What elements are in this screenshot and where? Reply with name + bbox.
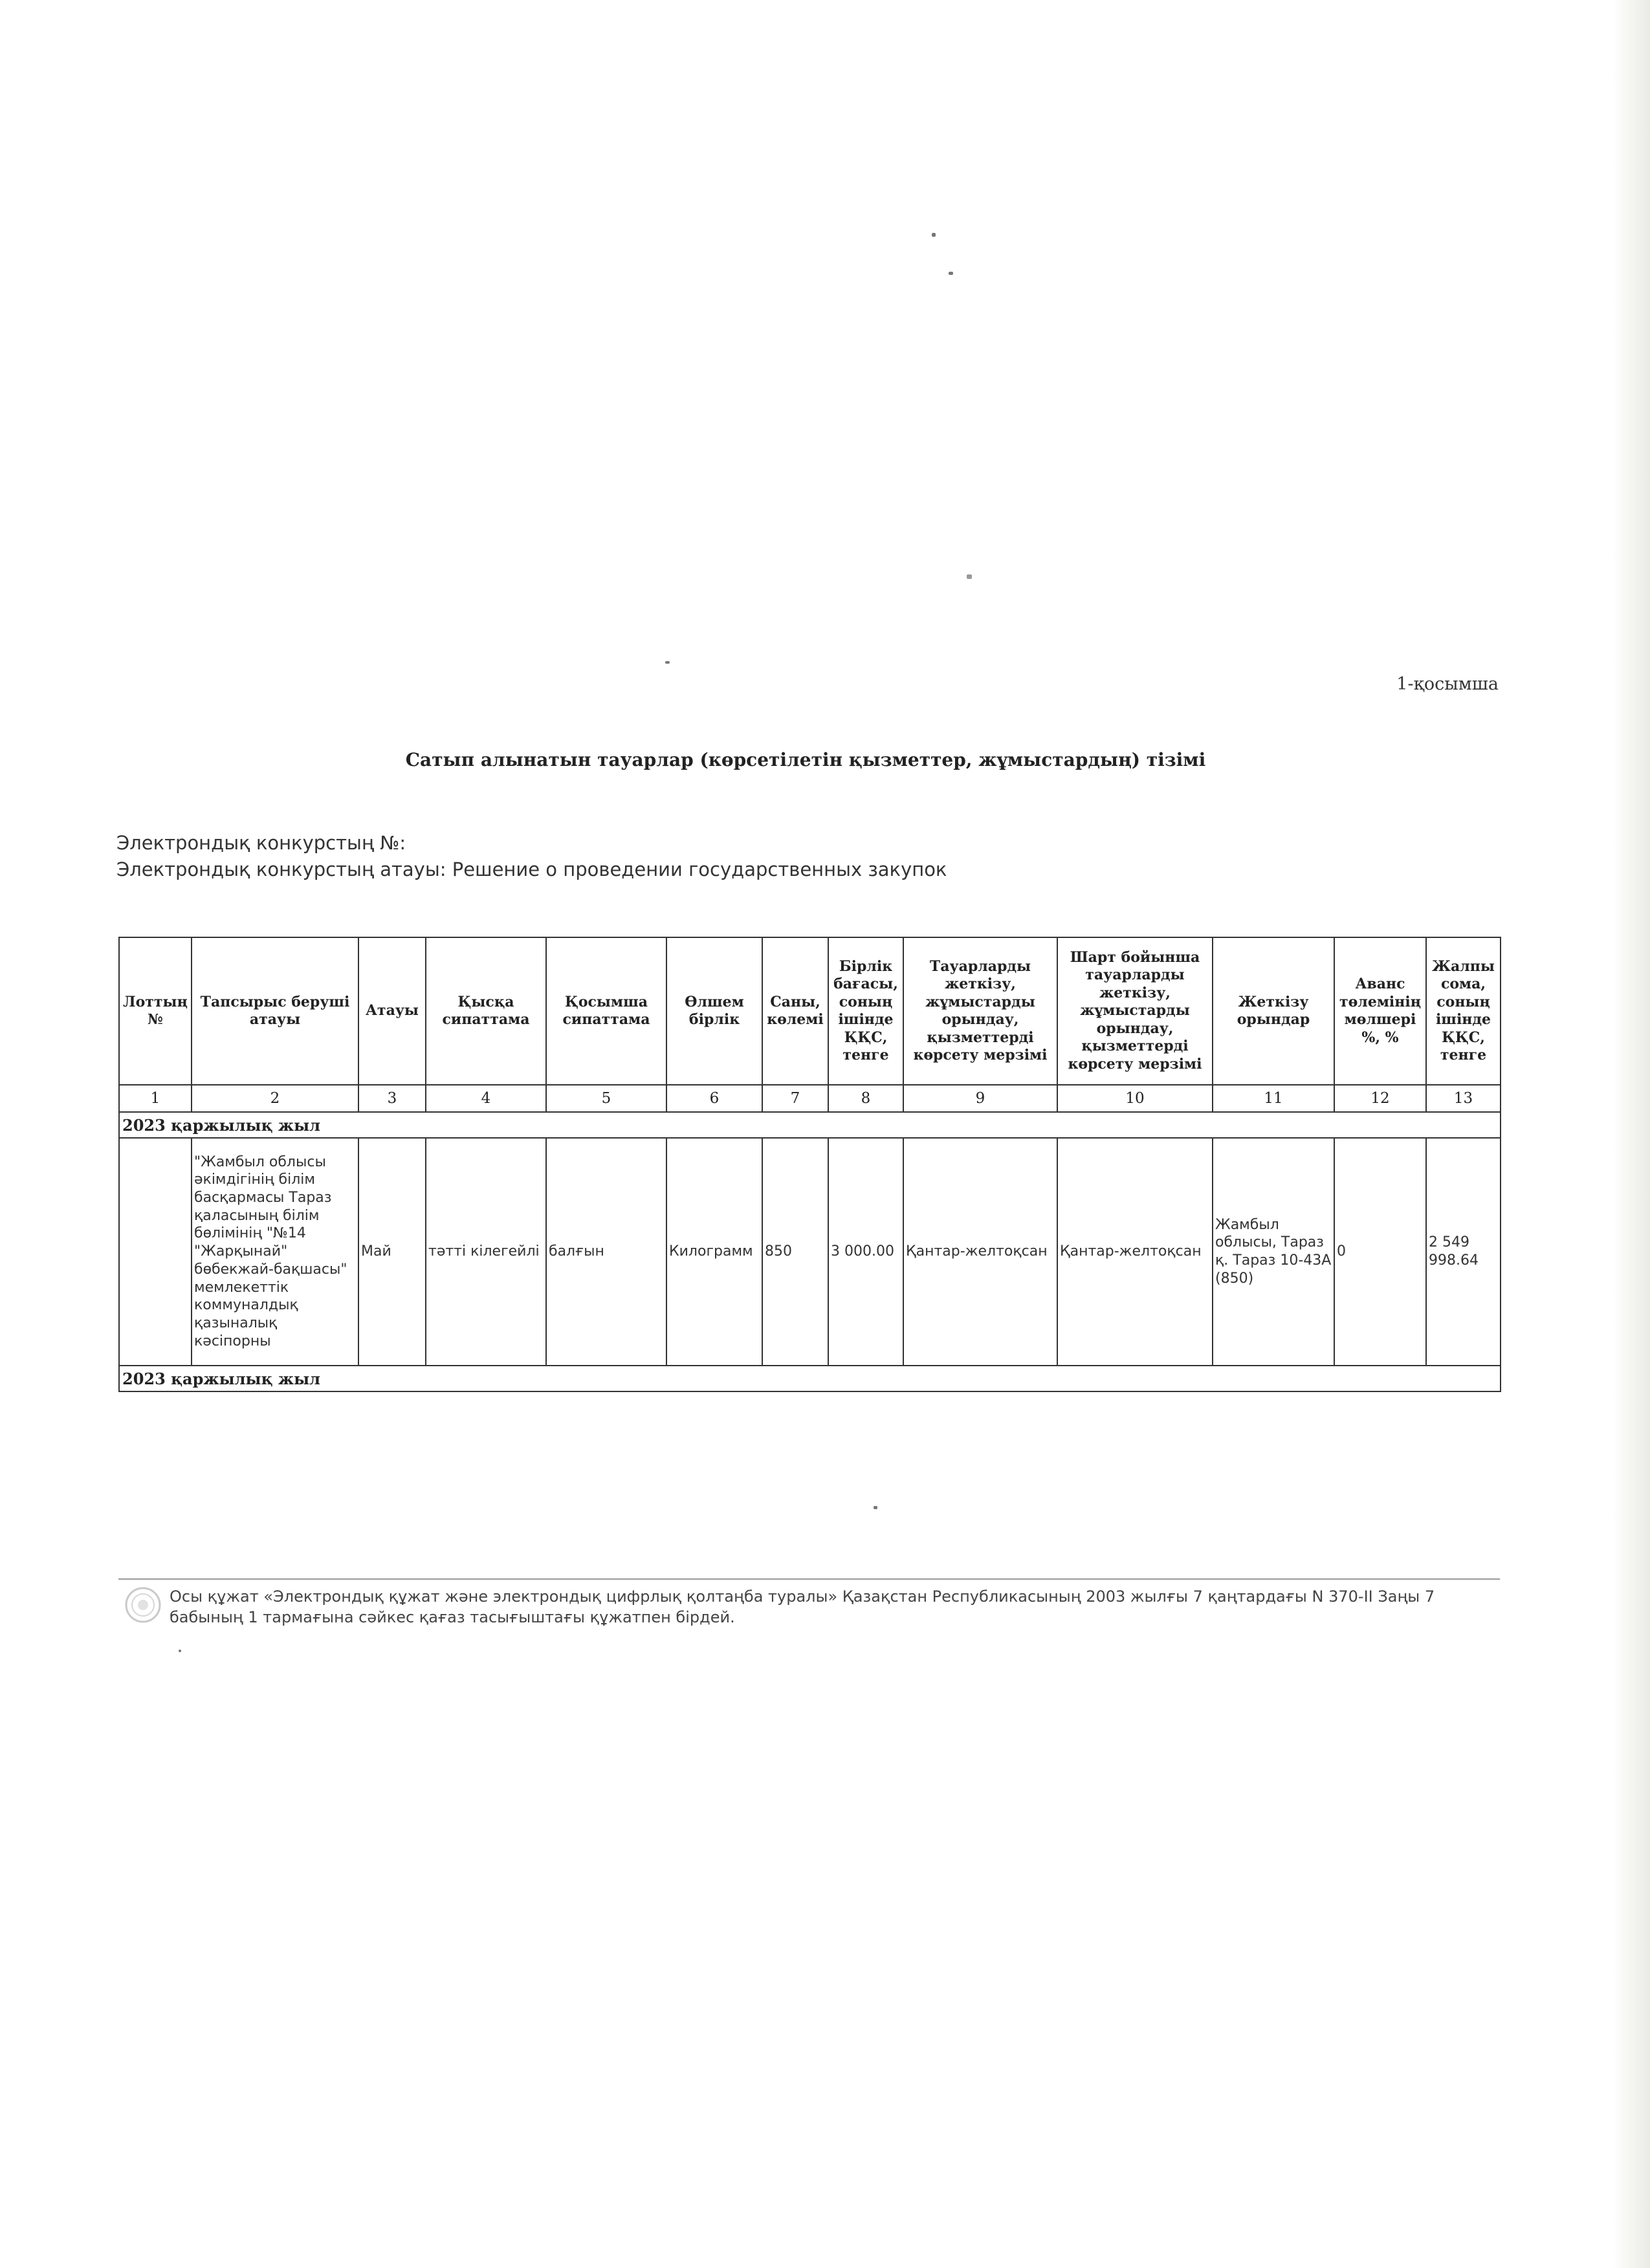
cell-short-description: тәтті кілегейлі (426, 1138, 546, 1366)
footer-divider (118, 1578, 1500, 1580)
seal-icon (123, 1585, 163, 1625)
cell-additional-description: балғын (546, 1138, 666, 1366)
header-name: Атауы (358, 937, 426, 1085)
table-row (119, 1138, 1501, 1366)
year-label: 2023 қаржылық жыл (119, 1366, 1501, 1391)
document-title: Сатып алынатын тауарлар (көрсетілетін қызметтер, жұмыстардың) тізімі (405, 749, 1206, 770)
cell-contract-period: Қантар-желтоқсан (1057, 1138, 1213, 1366)
column-number: 9 (903, 1085, 1057, 1112)
header-delivery-place: Жеткізу орындар (1213, 937, 1334, 1085)
year-label: 2023 қаржылық жыл (119, 1112, 1501, 1138)
column-number: 8 (828, 1085, 903, 1112)
column-number: 2 (192, 1085, 358, 1112)
header-additional-description: Қосымша сипаттама (546, 937, 666, 1085)
cell-delivery-place: Жамбыл облысы, Тараз қ. Тараз 10-43А (850) (1213, 1138, 1334, 1366)
cell-unit-price: 3 000.00 (828, 1138, 903, 1366)
scan-speck (932, 233, 936, 237)
column-number: 6 (666, 1085, 762, 1112)
header-total: Жалпы сома, соның ішінде ҚҚС, тенге (1426, 937, 1501, 1085)
year-row (119, 1366, 1501, 1391)
lots-table (118, 937, 1501, 1392)
header-short-description: Қысқа сипаттама (426, 937, 546, 1085)
contest-number: Электрондық конкурстың №: (116, 832, 406, 854)
column-number: 12 (1334, 1085, 1426, 1112)
column-number: 4 (426, 1085, 546, 1112)
column-number: 13 (1426, 1085, 1501, 1112)
cell-name: Май (358, 1138, 426, 1366)
cell-quantity: 850 (762, 1138, 828, 1366)
scan-speck (665, 661, 670, 664)
scan-speck (179, 1650, 181, 1652)
year-row (119, 1112, 1501, 1138)
cell-total: 2 549 998.64 (1426, 1138, 1501, 1366)
cell-advance: 0 (1334, 1138, 1426, 1366)
column-number-row (119, 1085, 1501, 1112)
header-customer: Тапсырыс беруші атауы (192, 937, 358, 1085)
scan-speck (949, 272, 953, 275)
header-contract-period: Шарт бойынша тауарларды жеткізу, жұмыстарды орындау, қызметтерді көрсету мерзімі (1057, 937, 1213, 1085)
cell-unit: Килограмм (666, 1138, 762, 1366)
scan-speck (874, 1506, 877, 1509)
column-number: 10 (1057, 1085, 1213, 1112)
cell-customer: "Жамбыл облысы әкімдігінің білім басқармасы Тараз қаласының білім бөлімінің "№14 "Жарқынай" бөбекжай-бақшасы" мемлекеттік коммуналдық қазыналық кәсіпорны (192, 1138, 358, 1366)
column-number: 5 (546, 1085, 666, 1112)
scan-edge-shadow (1612, 0, 1650, 2268)
header-row (119, 937, 1501, 1085)
header-unit-price: Бірлік бағасы, соның ішінде ҚҚС, тенге (828, 937, 903, 1085)
contest-name: Электрондық конкурстың атауы: Решение о проведении государственных закупок (116, 858, 947, 880)
column-number: 3 (358, 1085, 426, 1112)
appendix-label: 1-қосымша (1396, 674, 1499, 694)
column-number: 7 (762, 1085, 828, 1112)
legal-footer: Осы құжат «Электрондық құжат және электрондық цифрлық қолтаңба туралы» Қазақстан Республикасының 2003 жылғы 7 қаңтардағы N 370-II Заңы 7 бабының 1 тармағына сәйкес қағаз тасығыштағы құжатпен бірдей. (170, 1587, 1435, 1627)
header-advance: Аванс төлемінің мөлшері %, % (1334, 937, 1426, 1085)
cell-lot-number (119, 1138, 192, 1366)
header-lot-number: Лоттың № (119, 937, 192, 1085)
column-number: 11 (1213, 1085, 1334, 1112)
header-delivery-period: Тауарларды жеткізу, жұмыстарды орындау, қызметтерді көрсету мерзімі (903, 937, 1057, 1085)
column-number: 1 (119, 1085, 192, 1112)
scan-speck (967, 574, 972, 579)
header-quantity: Саны, көлемі (762, 937, 828, 1085)
cell-delivery-period: Қантар-желтоқсан (903, 1138, 1057, 1366)
header-unit: Өлшем бірлік (666, 937, 762, 1085)
